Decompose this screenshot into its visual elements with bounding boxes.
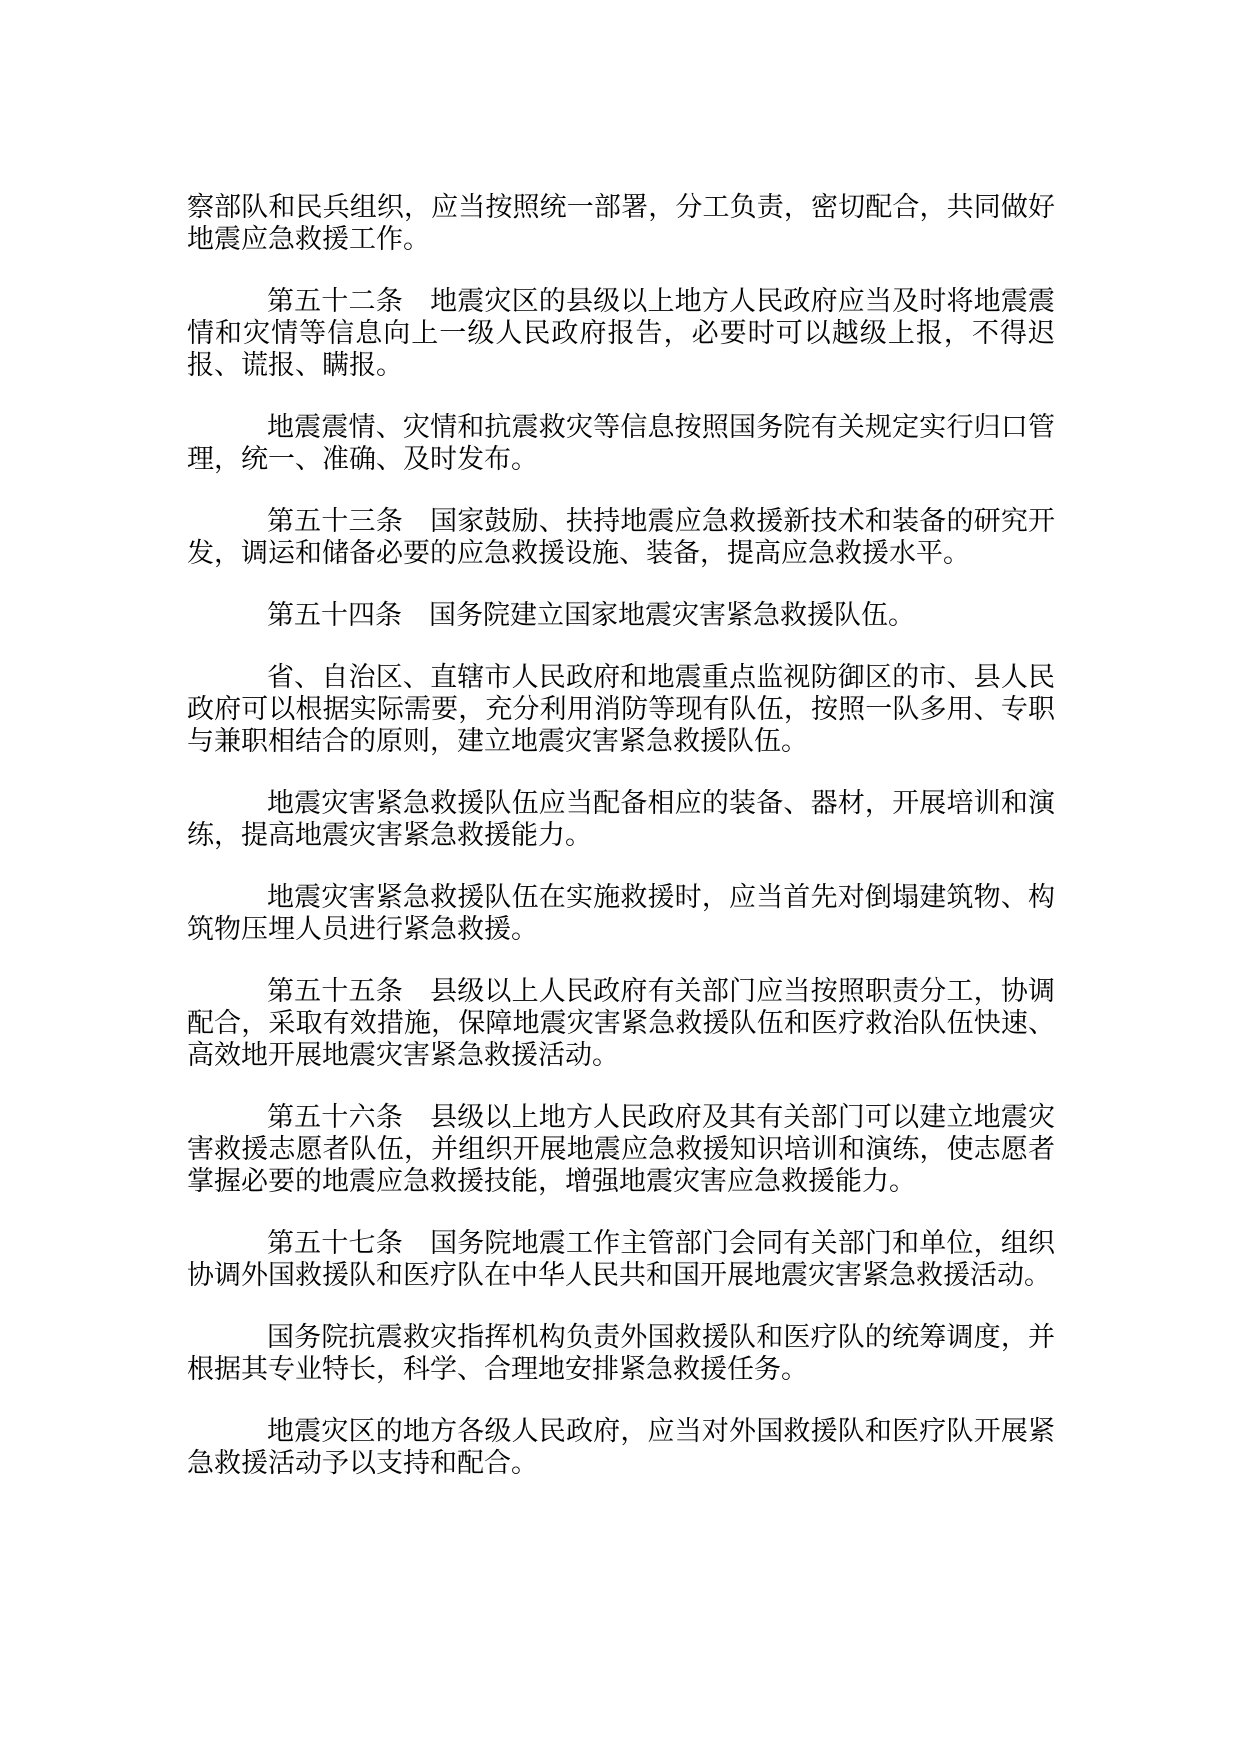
paragraph: 第五十五条 县级以上人民政府有关部门应当按照职责分工，协调配合，采取有效措施，保障地震灾害紧急救援队伍和医疗救治队伍快速、高效地开展地震灾害紧急救援活动。	[187, 976, 1055, 1071]
paragraph: 第五十二条 地震灾区的县级以上地方人民政府应当及时将地震震情和灾情等信息向上一级人民政府报告，必要时可以越级上报，不得迟报、谎报、瞒报。	[187, 286, 1055, 381]
paragraph: 第五十七条 国务院地震工作主管部门会同有关部门和单位，组织协调外国救援队和医疗队在中华人民共和国开展地震灾害紧急救援活动。	[187, 1228, 1055, 1291]
paragraph: 第五十四条 国务院建立国家地震灾害紧急救援队伍。	[267, 600, 915, 631]
paragraph: 地震灾害紧急救援队伍应当配备相应的装备、器材，开展培训和演练，提高地震灾害紧急救援能力。	[187, 788, 1055, 851]
paragraph: 地震灾区的地方各级人民政府，应当对外国救援队和医疗队开展紧急救援活动予以支持和配合。	[187, 1416, 1055, 1479]
paragraph: 省、自治区、直辖市人民政府和地震重点监视防御区的市、县人民政府可以根据实际需要，充分利用消防等现有队伍，按照一队多用、专职与兼职相结合的原则，建立地震灾害紧急救援队伍。	[187, 662, 1055, 757]
document-body	[187, 192, 1055, 1480]
paragraph: 地震震情、灾情和抗震救灾等信息按照国务院有关规定实行归口管理，统一、准确、及时发布。	[187, 412, 1055, 475]
paragraph: 国务院抗震救灾指挥机构负责外国救援队和医疗队的统筹调度，并根据其专业特长，科学、合理地安排紧急救援任务。	[187, 1322, 1055, 1385]
paragraph: 第五十六条 县级以上地方人民政府及其有关部门可以建立地震灾害救援志愿者队伍，并组织开展地震应急救援知识培训和演练，使志愿者掌握必要的地震应急救援技能，增强地震灾害应急救援能力。	[187, 1102, 1055, 1197]
paragraph: 地震灾害紧急救援队伍在实施救援时，应当首先对倒塌建筑物、构筑物压埋人员进行紧急救援。	[187, 882, 1055, 945]
paragraph: 第五十三条 国家鼓励、扶持地震应急救援新技术和装备的研究开发，调运和储备必要的应急救援设施、装备，提高应急救援水平。	[187, 506, 1055, 569]
paragraph: 察部队和民兵组织，应当按照统一部署，分工负责，密切配合，共同做好地震应急救援工作。	[187, 192, 1055, 255]
